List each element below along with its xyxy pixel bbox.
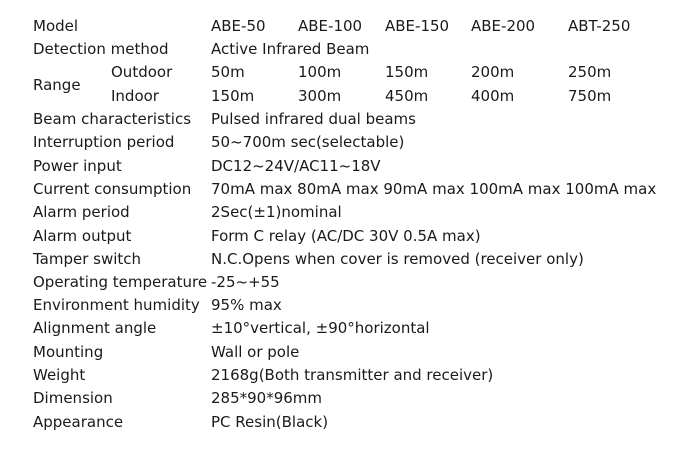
row-label: Model bbox=[33, 17, 79, 35]
model-name: ABE-100 bbox=[298, 17, 363, 35]
row-value: ±10°vertical, ±90°horizontal bbox=[211, 319, 430, 337]
range-value: 250m bbox=[568, 63, 612, 81]
row-label: Operating temperature bbox=[33, 273, 208, 291]
row-label: Alarm period bbox=[33, 203, 130, 221]
row-label: Interruption period bbox=[33, 133, 175, 151]
range-value: 100m bbox=[298, 63, 342, 81]
row-value: 50~700m sec(selectable) bbox=[211, 133, 405, 151]
model-name: ABE-200 bbox=[471, 17, 536, 35]
row-label: Alignment angle bbox=[33, 319, 157, 337]
row-value: Form C relay (AC/DC 30V 0.5A max) bbox=[211, 227, 481, 245]
row-value: 285*90*96mm bbox=[211, 389, 323, 407]
range-label: Range bbox=[33, 76, 81, 94]
row-label: Dimension bbox=[33, 389, 113, 407]
model-name: ABE-150 bbox=[385, 17, 450, 35]
row-value: N.C.Opens when cover is removed (receiver only) bbox=[211, 250, 584, 268]
range-value: 400m bbox=[471, 87, 515, 105]
row-label: Appearance bbox=[33, 413, 124, 431]
range-value: 150m bbox=[385, 63, 429, 81]
row-label: Alarm output bbox=[33, 227, 132, 245]
row-value: 2168g(Both transmitter and receiver) bbox=[211, 366, 494, 384]
row-value: Wall or pole bbox=[211, 343, 300, 361]
row-label: Mounting bbox=[33, 343, 104, 361]
row-value: DC12~24V/AC11~18V bbox=[211, 157, 381, 175]
row-label: Beam characteristics bbox=[33, 110, 192, 128]
row-label: Weight bbox=[33, 366, 86, 384]
range-value: 450m bbox=[385, 87, 429, 105]
row-label: Current consumption bbox=[33, 180, 192, 198]
row-value: -25~+55 bbox=[211, 273, 280, 291]
row-label: Detection method bbox=[33, 40, 169, 58]
row-label: Tamper switch bbox=[33, 250, 142, 268]
row-value: 2Sec(±1)nominal bbox=[211, 203, 342, 221]
row-label: Power input bbox=[33, 157, 122, 175]
range-sub-label: Indoor bbox=[111, 87, 159, 105]
range-sub-label: Outdoor bbox=[111, 63, 173, 81]
range-value: 50m bbox=[211, 63, 245, 81]
model-name: ABE-50 bbox=[211, 17, 266, 35]
range-value: 300m bbox=[298, 87, 342, 105]
range-value: 200m bbox=[471, 63, 515, 81]
row-value: 70mA max 80mA max 90mA max 100mA max 100mA max bbox=[211, 180, 657, 198]
range-value: 150m bbox=[211, 87, 255, 105]
row-value: 95% max bbox=[211, 296, 282, 314]
row-value: PC Resin(Black) bbox=[211, 413, 329, 431]
range-value: 750m bbox=[568, 87, 612, 105]
row-value: Pulsed infrared dual beams bbox=[211, 110, 416, 128]
row-label: Environment humidity bbox=[33, 296, 200, 314]
row-value: Active Infrared Beam bbox=[211, 40, 370, 58]
model-name: ABT-250 bbox=[568, 17, 631, 35]
